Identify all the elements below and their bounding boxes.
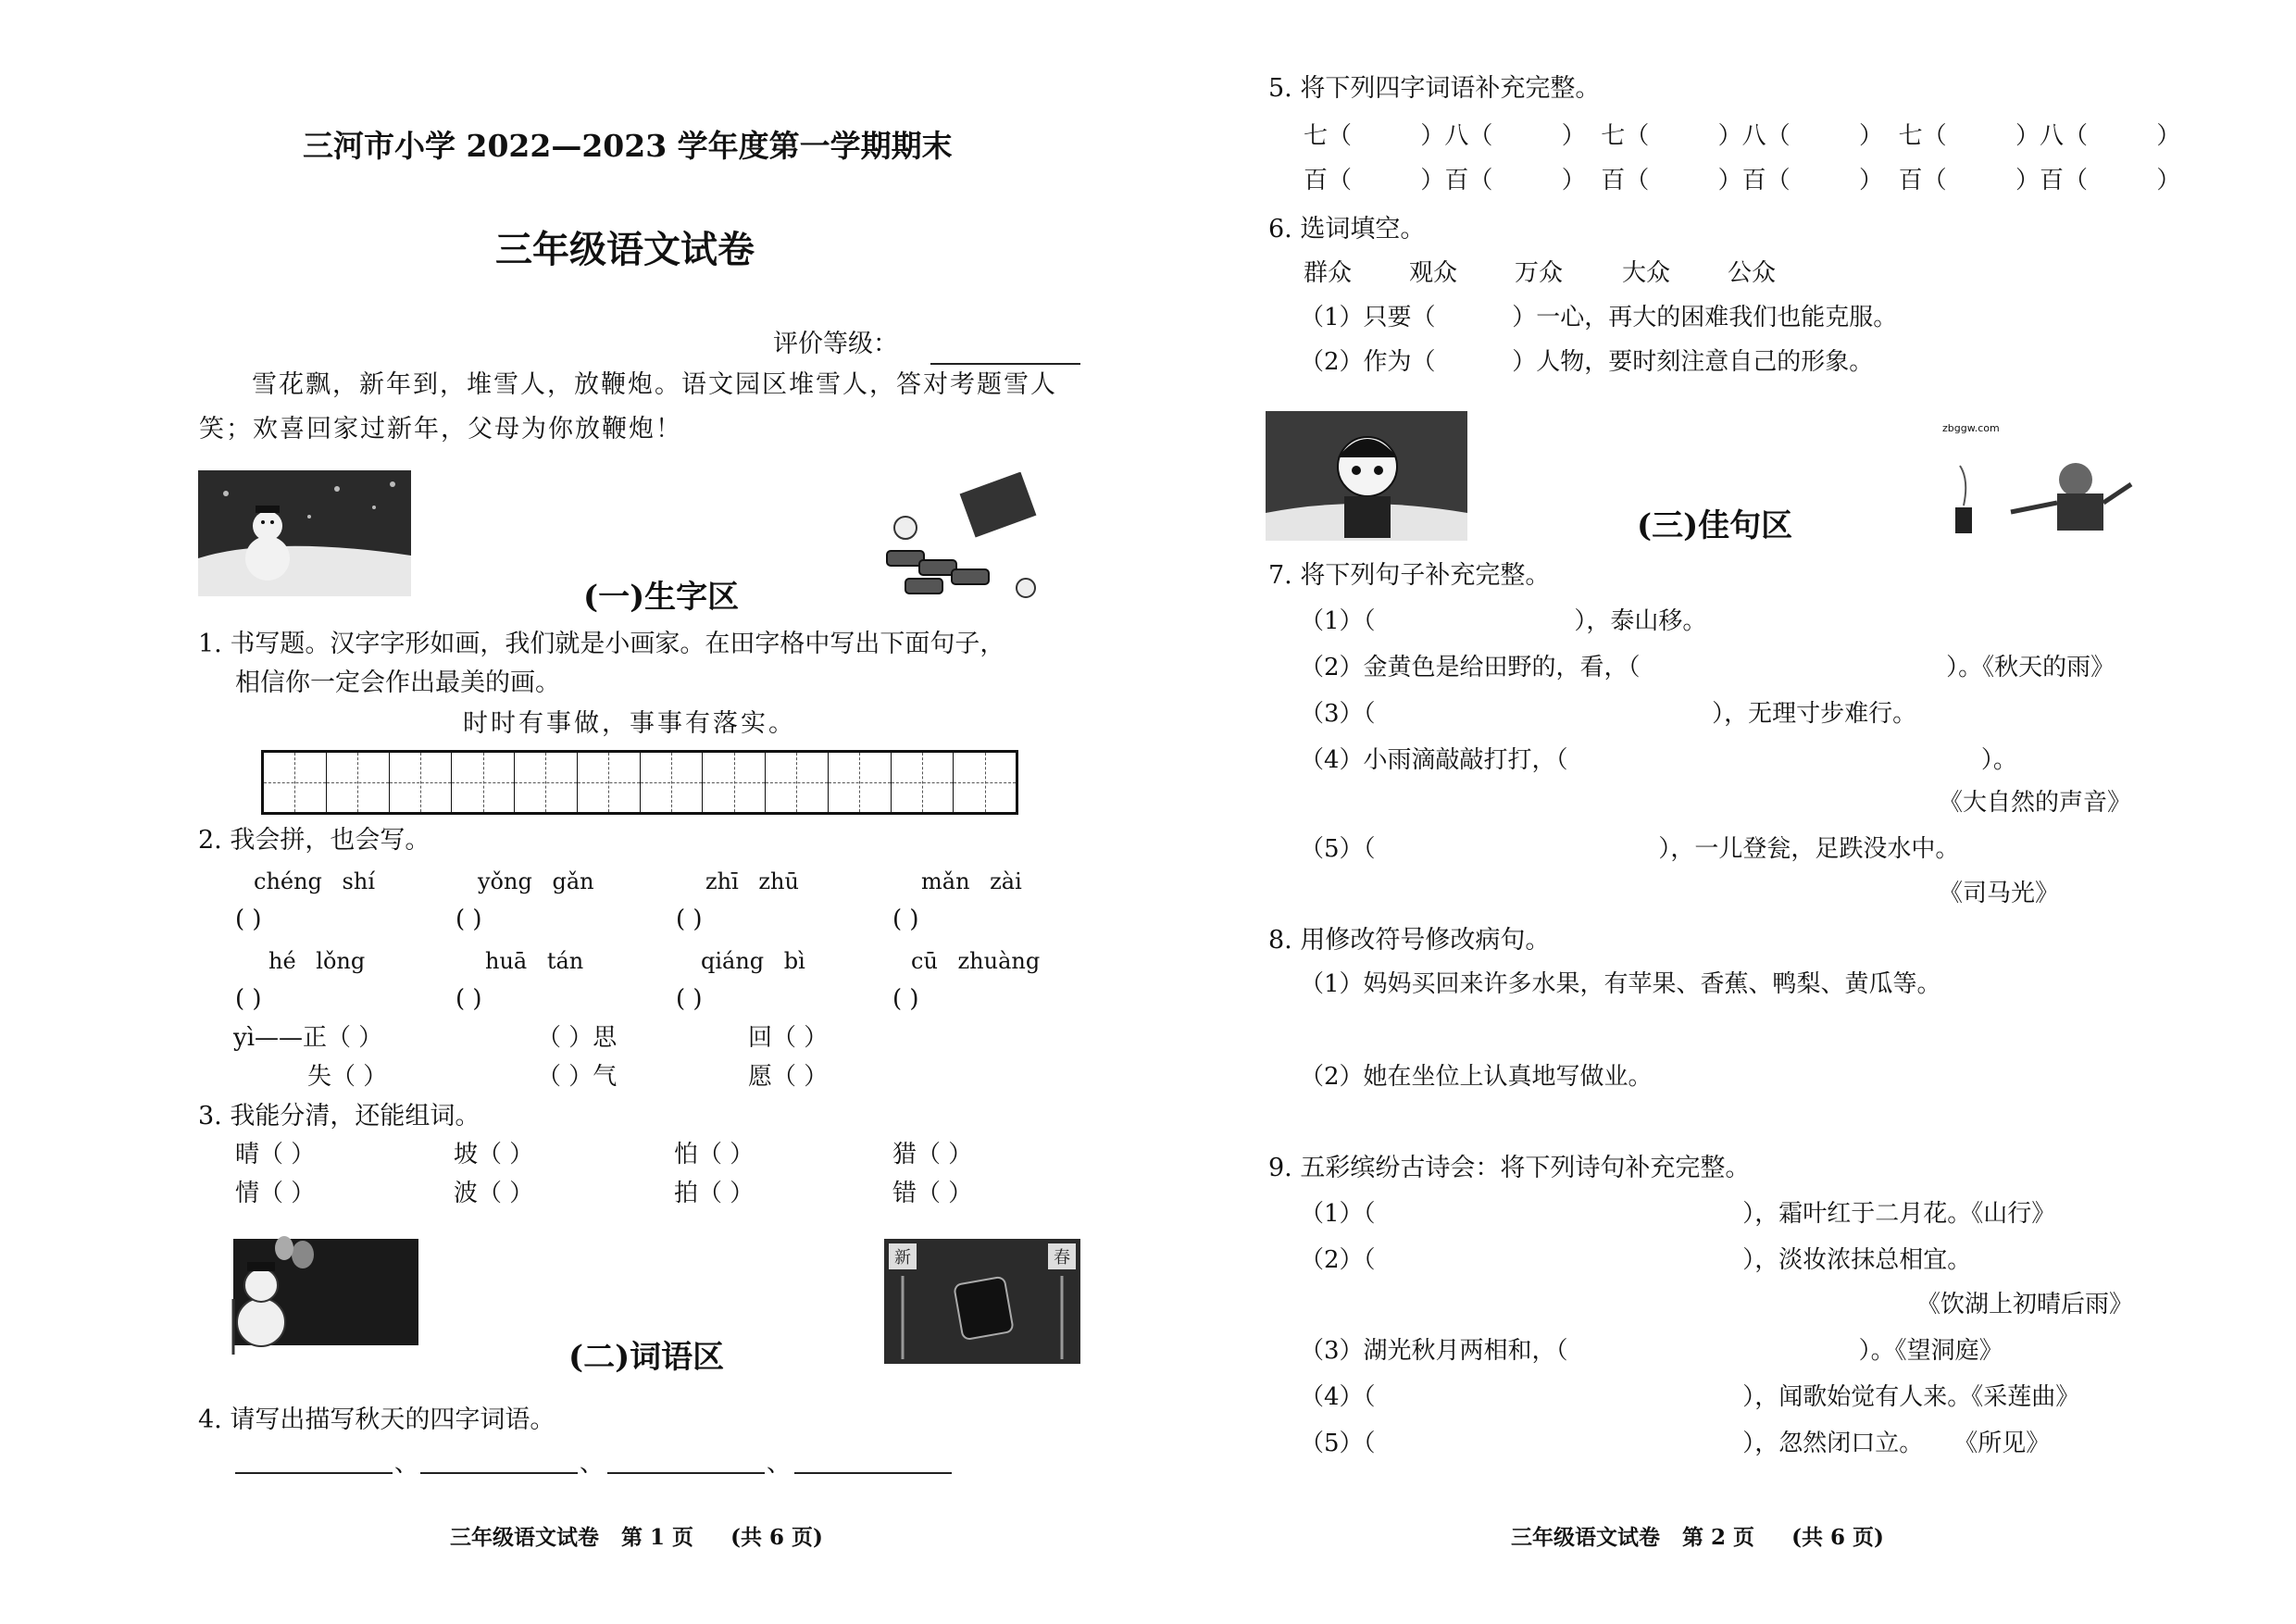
pinyin: chéng shí xyxy=(254,868,375,894)
exam-subtitle: 三年级语文试卷 xyxy=(495,228,755,271)
q5-text: 5. 将下列四字词语补充完整。 xyxy=(1268,74,1601,103)
pinyin: hé lǒng xyxy=(268,948,366,974)
q4-text: 4. 请写出描写秋天的四字词语。 xyxy=(198,1405,555,1434)
pinyin: qiáng bì xyxy=(701,948,805,974)
word-choice: 群众 xyxy=(1304,259,1353,287)
q1-text-b: 相信你一定会作出最美的画。 xyxy=(235,668,560,697)
polyphone-item[interactable]: 回（ ） xyxy=(748,1024,829,1052)
pinyin: mǎn zài xyxy=(921,868,1022,894)
tianzige-grid[interactable] xyxy=(261,750,1018,815)
answer-paren[interactable]: ( ) xyxy=(235,985,262,1013)
separator: 、 xyxy=(580,1450,605,1478)
grid-cell[interactable] xyxy=(892,753,955,812)
polyphone-item[interactable]: yì——正（ ） xyxy=(233,1024,383,1052)
answer-paren[interactable]: ( ) xyxy=(676,906,703,933)
q7-text: 7. 将下列句子补充完整。 xyxy=(1268,561,1551,590)
answer-paren[interactable]: ( ) xyxy=(892,985,919,1013)
answer-paren[interactable]: ( ) xyxy=(235,906,262,933)
q2-text: 2. 我会拼，也会写。 xyxy=(198,826,430,855)
girl-image xyxy=(1266,411,1467,541)
q9-text: 9. 五彩缤纷古诗会：将下列诗句补充完整。 xyxy=(1268,1154,1751,1182)
q3-item[interactable]: 猎（ ） xyxy=(892,1141,973,1168)
q7-item-5[interactable]: （5）（ ），一儿登瓮，足跌没水中。 xyxy=(1300,835,1960,863)
q9-source-2: 《饮湖上初晴后雨》 xyxy=(1916,1291,2134,1318)
q9-item-2[interactable]: （2）（ ），淡妆浓抹总相宜。 xyxy=(1300,1246,1972,1274)
grid-cell[interactable] xyxy=(452,753,515,812)
q7-item-4[interactable]: （4）小雨滴敲敲打打，（ ）。 xyxy=(1300,746,2017,774)
word-choice: 观众 xyxy=(1409,259,1458,287)
q3-text: 3. 我能分清，还能组词。 xyxy=(198,1102,480,1131)
q3-item[interactable]: 错（ ） xyxy=(892,1180,973,1207)
grid-cell[interactable] xyxy=(515,753,578,812)
answer-paren[interactable]: ( ) xyxy=(892,906,919,933)
q3-item[interactable]: 情（ ） xyxy=(235,1180,316,1207)
spring-char: 春 xyxy=(1054,1248,1070,1268)
grid-cell[interactable] xyxy=(703,753,766,812)
grid-cell[interactable] xyxy=(954,753,1016,812)
answer-paren[interactable]: ( ) xyxy=(455,906,482,933)
q1-text-a: 1. 书写题。汉字字形如画，我们就是小画家。在田字格中写出下面句子， xyxy=(198,630,1005,658)
q6-sentence-1[interactable]: （1）只要（ ）一心，再大的困难我们也能克服。 xyxy=(1300,304,1898,331)
q7-item-1[interactable]: （1）（ ），泰山移。 xyxy=(1300,607,1707,635)
exam-title: 三河市小学 2022—2023 学年度第一学期期末 xyxy=(303,128,953,164)
q6-text: 6. 选词填空。 xyxy=(1268,215,1426,244)
section-title-2: (二)词语区 xyxy=(568,1339,725,1376)
q3-item[interactable]: 波（ ） xyxy=(454,1180,534,1207)
new-year-firecracker-image xyxy=(884,1239,1080,1364)
polyphone-item[interactable]: （ ）气 xyxy=(537,1063,618,1091)
section-title-1: (一)生字区 xyxy=(583,579,740,616)
answer-paren[interactable]: ( ) xyxy=(455,985,482,1013)
pinyin: zhī zhū xyxy=(705,868,799,894)
answer-blank[interactable] xyxy=(420,1472,578,1474)
intro-line-2: 笑；欢喜回家过新年，父母为你放鞭炮！ xyxy=(199,415,682,443)
site-watermark: zbggw.com xyxy=(1942,422,2000,434)
q1-sentence: 时时有事做，事事有落实。 xyxy=(463,709,796,738)
page-footer-1: 三年级语文试卷 第 1 页 (共 6 页) xyxy=(450,1525,823,1550)
grid-cell[interactable] xyxy=(766,753,829,812)
q7-item-2[interactable]: （2）金黄色是给田野的，看，（ ）。《秋天的雨》 xyxy=(1300,654,2115,681)
q7-source-4: 《大自然的声音》 xyxy=(1939,789,2132,817)
page-footer-2: 三年级语文试卷 第 2 页 (共 6 页) xyxy=(1511,1525,1884,1550)
snowman-balloon-image xyxy=(196,1234,418,1364)
q9-item-4[interactable]: （4）（ ），闻歌始觉有人来。《采莲曲》 xyxy=(1300,1383,2080,1411)
q7-item-3[interactable]: （3）（ ），无理寸步难行。 xyxy=(1300,700,1917,728)
answer-blank[interactable] xyxy=(794,1472,952,1474)
snowman-image xyxy=(198,470,411,596)
separator: 、 xyxy=(767,1450,792,1478)
q8-sentence-1[interactable]: （1）妈妈买回来许多水果，有苹果、香蕉、鸭梨、黄瓜等。 xyxy=(1300,970,1941,998)
q9-item-5[interactable]: （5）（ ），忽然闭口立。 《所见》 xyxy=(1300,1430,2051,1457)
q8-text: 8. 用修改符号修改病句。 xyxy=(1268,926,1551,955)
answer-paren[interactable]: ( ) xyxy=(676,985,703,1013)
firecracker-image xyxy=(868,472,1054,611)
word-choice: 大众 xyxy=(1622,259,1671,287)
grid-cell[interactable] xyxy=(327,753,390,812)
q3-item[interactable]: 晴（ ） xyxy=(235,1141,316,1168)
q5-row-1[interactable]: 七（ ）八（ ） 七（ ）八（ ） 七（ ）八（ ） xyxy=(1304,122,2181,150)
polyphone-item[interactable]: （ ）思 xyxy=(537,1024,618,1052)
pinyin: cū zhuàng xyxy=(911,948,1041,974)
q8-sentence-2[interactable]: （2）她在坐位上认真地写做业。 xyxy=(1300,1063,1653,1091)
separator: 、 xyxy=(394,1450,419,1478)
q3-item[interactable]: 坡（ ） xyxy=(454,1141,534,1168)
answer-blank[interactable] xyxy=(607,1472,765,1474)
word-choice: 万众 xyxy=(1515,259,1564,287)
new-char: 新 xyxy=(894,1248,911,1268)
q3-item[interactable]: 怕（ ） xyxy=(674,1141,755,1168)
q3-item[interactable]: 拍（ ） xyxy=(674,1180,755,1207)
q5-row-2[interactable]: 百（ ）百（ ） 百（ ）百（ ） 百（ ）百（ ） xyxy=(1304,167,2181,194)
q9-item-3[interactable]: （3）湖光秋月两相和，（ ）。《望洞庭》 xyxy=(1300,1337,2003,1365)
polyphone-item[interactable]: 失（ ） xyxy=(307,1063,388,1091)
word-choice: 公众 xyxy=(1728,259,1777,287)
section-title-3: (三)佳句区 xyxy=(1637,507,1793,544)
polyphone-item[interactable]: 愿（ ） xyxy=(748,1063,829,1091)
grid-cell[interactable] xyxy=(390,753,453,812)
pinyin: yǒng gǎn xyxy=(478,868,594,894)
answer-blank[interactable] xyxy=(235,1472,393,1474)
q9-item-1[interactable]: （1）（ ），霜叶红于二月花。《山行》 xyxy=(1300,1200,2056,1228)
pinyin: huā tán xyxy=(485,948,584,974)
q6-sentence-2[interactable]: （2）作为（ ）人物，要时刻注意自己的形象。 xyxy=(1300,348,1874,376)
grade-label: 评价等级： xyxy=(773,330,898,358)
grid-cell[interactable] xyxy=(641,753,704,812)
grid-cell[interactable] xyxy=(578,753,641,812)
boy-firecracker-image xyxy=(1946,452,2140,541)
grade-blank[interactable] xyxy=(930,363,1080,365)
grid-cell[interactable] xyxy=(264,753,327,812)
q7-source-5: 《司马光》 xyxy=(1939,880,2060,907)
intro-line-1: 雪花飘，新年到，堆雪人，放鞭炮。语文园区堆雪人，答对考题雪人 xyxy=(252,370,1057,399)
grid-cell[interactable] xyxy=(829,753,892,812)
